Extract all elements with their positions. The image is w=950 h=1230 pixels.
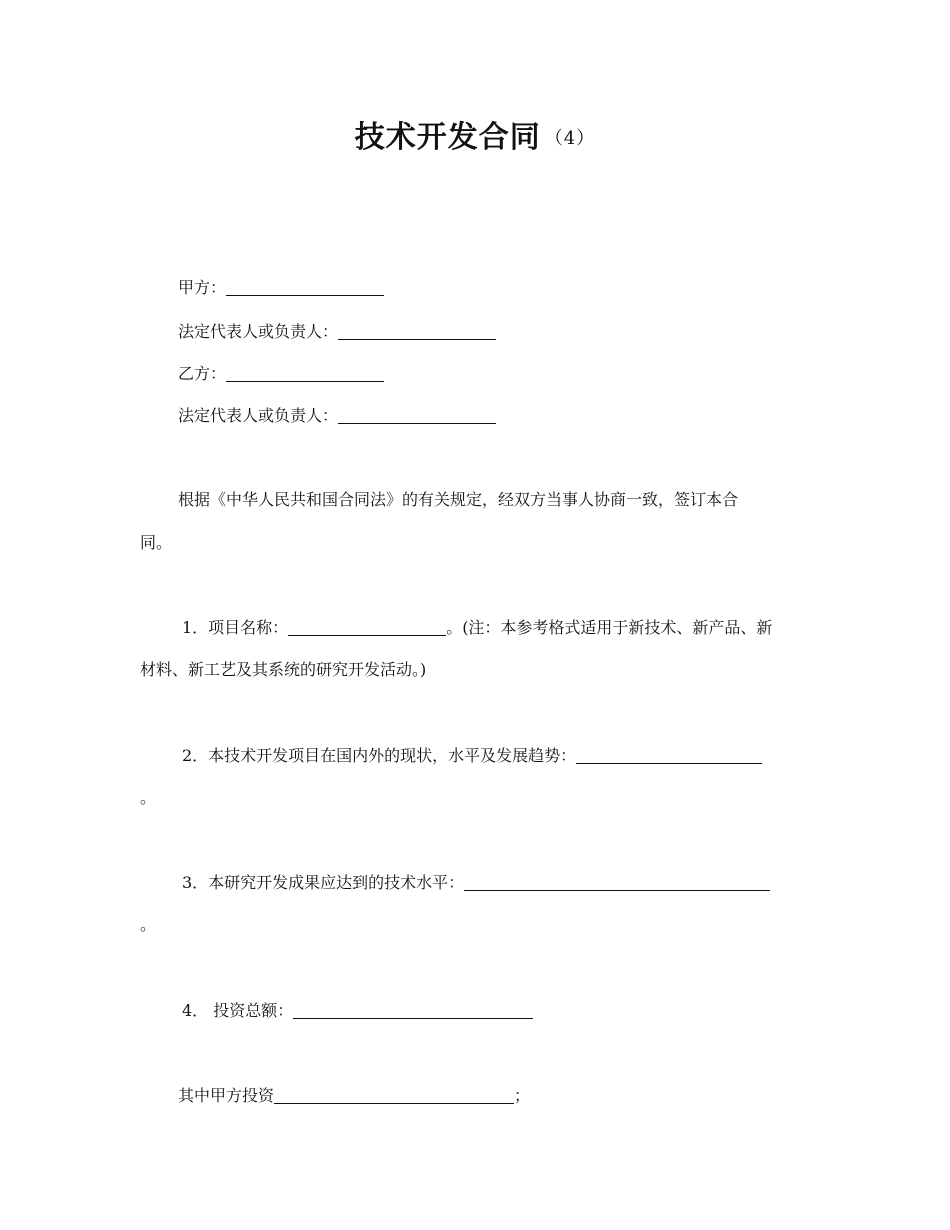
item3-end: 。	[140, 915, 157, 934]
party-a-invest-end: ；	[514, 1086, 531, 1105]
document-title	[0, 112, 950, 156]
item1-line	[182, 618, 772, 638]
item1-note-line-2: 材料、新工艺及其系统的研究开发活动。)	[140, 660, 427, 679]
title-suffix: （4）	[544, 128, 596, 149]
party-b-blank[interactable]	[226, 365, 384, 382]
item3-blank[interactable]	[464, 874, 770, 891]
item2-end: 。	[140, 788, 157, 807]
item2-line	[182, 746, 762, 766]
rep-a-blank[interactable]	[338, 323, 496, 340]
item3-line	[182, 873, 770, 893]
item4-blank[interactable]	[293, 1002, 533, 1019]
party-a-invest-blank[interactable]	[274, 1087, 514, 1104]
preamble-line-1: 根据《中华人民共和国合同法》的有关规定，经双方当事人协商一致，签订本合	[178, 490, 739, 509]
party-a-label: 甲方：	[178, 278, 227, 297]
party-a-invest-line	[178, 1086, 530, 1106]
party-b-line	[178, 364, 384, 384]
title-main: 技术开发合同	[354, 120, 541, 155]
rep-b-line	[178, 406, 496, 426]
preamble-line-2: 同。	[140, 533, 173, 552]
item1-blank[interactable]	[288, 619, 446, 636]
rep-a-line	[178, 322, 496, 342]
party-b-label: 乙方：	[178, 364, 227, 383]
item1-label: 1．项目名称：	[182, 618, 289, 637]
item2-blank[interactable]	[576, 747, 762, 764]
item2-label: 2．本技术开发项目在国内外的现状，水平及发展趋势：	[182, 746, 577, 765]
item4-line	[182, 1001, 533, 1021]
rep-b-label: 法定代表人或负责人：	[178, 406, 339, 425]
rep-a-label: 法定代表人或负责人：	[178, 322, 339, 341]
item3-label: 3．本研究开发成果应达到的技术水平：	[182, 873, 465, 892]
party-a-line	[178, 278, 384, 298]
item4-label: 4． 投资总额：	[182, 1001, 294, 1020]
item1-note: 。(注：本参考格式适用于新技术、新产品、新	[446, 618, 773, 637]
party-a-invest-label: 其中甲方投资	[178, 1086, 275, 1105]
party-a-blank[interactable]	[226, 279, 384, 296]
rep-b-blank[interactable]	[338, 407, 496, 424]
